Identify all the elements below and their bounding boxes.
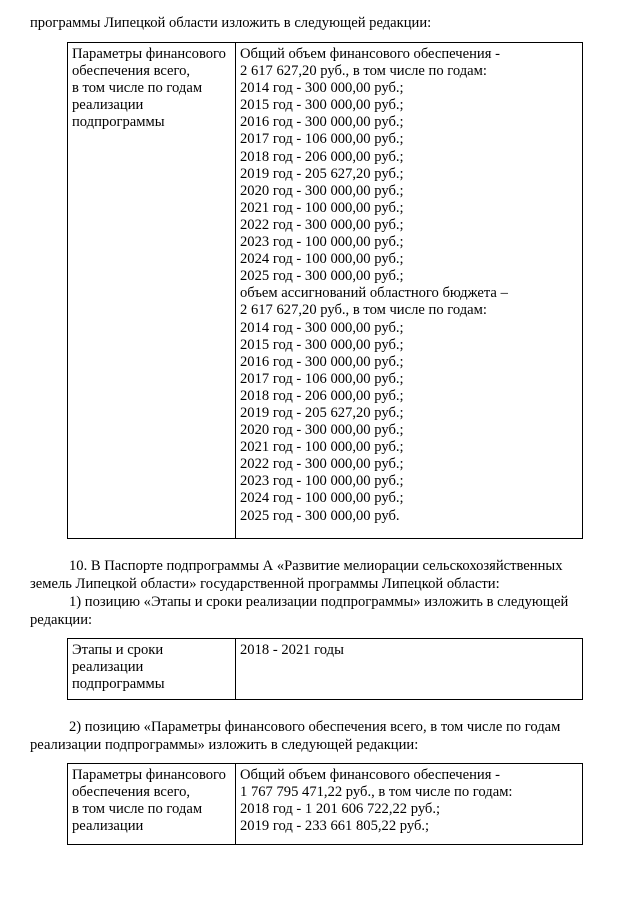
table2-left-line: подпрограммы: [72, 676, 165, 693]
table1-left-line: Параметры финансового: [72, 46, 226, 62]
table2-right-line: 2018 - 2021 годы: [240, 642, 344, 658]
table1-right-line: 2021 год - 100 000,00 руб.;: [240, 439, 404, 456]
table2-left-cell: [68, 639, 236, 700]
table1-left-line: обеспечения всего,: [72, 63, 191, 80]
paragraph-10-line-2: земель Липецкой области» государственной программы Липецкой области:: [30, 576, 500, 592]
financing-table-1: [67, 42, 583, 539]
table3-right-line: 2018 год - 1 201 606 722,22 руб.;: [240, 801, 441, 818]
table1-right-line: 2020 год - 300 000,00 руб.;: [240, 422, 404, 439]
table1-right-line: 2019 год - 205 627,20 руб.;: [240, 165, 404, 182]
table3-right-line: Общий объем финансового обеспечения -: [240, 767, 500, 783]
table1-right-line: 2025 год - 300 000,00 руб.: [240, 507, 400, 524]
paragraph-10-line-1: 10. В Паспорте подпрограммы А «Развитие мелиорации сельскохозяйственных: [69, 558, 563, 574]
table1-right-line: 2015 год - 300 000,00 руб.;: [240, 97, 404, 114]
paragraph-2-line-1: 2) позицию «Параметры финансового обеспечения всего, в том числе по годам: [69, 719, 561, 735]
table1-left-line: реализации: [72, 97, 144, 114]
table1-right-line: 2022 год - 300 000,00 руб.;: [240, 456, 404, 473]
table-row: [68, 764, 583, 845]
table3-left-line: реализации: [72, 818, 144, 835]
table1-right-line: 2017 год - 106 000,00 руб.;: [240, 370, 404, 387]
table2-right-cell: [236, 639, 583, 700]
table1-right-line: 2024 год - 100 000,00 руб.;: [240, 490, 404, 507]
intro-line: программы Липецкой области изложить в следующей редакции:: [30, 15, 432, 31]
table1-right-line: 2 617 627,20 руб., в том числе по годам:: [240, 302, 487, 319]
table1-right-cell: [236, 43, 583, 539]
table2-left-line: Этапы и сроки: [72, 642, 164, 658]
table1-right-line: 2020 год - 300 000,00 руб.;: [240, 182, 404, 199]
table1-right-line: 2019 год - 205 627,20 руб.;: [240, 404, 404, 421]
table-row: [68, 639, 583, 700]
table1-right-line: 2018 год - 206 000,00 руб.;: [240, 387, 404, 404]
table1-right-line: 2021 год - 100 000,00 руб.;: [240, 199, 404, 216]
table3-right-cell: [236, 764, 583, 845]
table3-left-line: обеспечения всего,: [72, 784, 191, 801]
table1-right-line: 2023 год - 100 000,00 руб.;: [240, 473, 404, 490]
paragraph-10-line-4: редакции:: [30, 612, 93, 628]
paragraph-2-line-2: реализации подпрограммы» изложить в следующей редакции:: [30, 737, 419, 753]
table3-left-line: в том числе по годам: [72, 801, 203, 818]
table1-right-line: объем ассигнований областного бюджета –: [240, 285, 508, 302]
table3-right-line: 1 767 795 471,22 руб., в том числе по годам:: [240, 784, 513, 801]
table1-right-line: 2017 год - 106 000,00 руб.;: [240, 131, 404, 148]
table1-left-line: в том числе по годам: [72, 80, 203, 97]
table3-left-line: Параметры финансового: [72, 767, 226, 783]
table3-left-cell: [68, 764, 236, 845]
financing-table-2: [67, 763, 583, 845]
table1-left-cell: [68, 43, 236, 539]
table1-right-line: 2016 год - 300 000,00 руб.;: [240, 114, 404, 131]
table-row: [68, 43, 583, 539]
stages-table: [67, 638, 583, 700]
table1-right-line: 2014 год - 300 000,00 руб.;: [240, 80, 404, 97]
table1-right-line: 2016 год - 300 000,00 руб.;: [240, 353, 404, 370]
table1-right-line: 2014 год - 300 000,00 руб.;: [240, 319, 404, 336]
table1-right-line: 2023 год - 100 000,00 руб.;: [240, 234, 404, 251]
table1-right-line: 2025 год - 300 000,00 руб.;: [240, 268, 404, 285]
table1-right-line: 2 617 627,20 руб., в том числе по годам:: [240, 63, 487, 80]
table1-right-line: 2018 год - 206 000,00 руб.;: [240, 148, 404, 165]
table1-right-line: Общий объем финансового обеспечения -: [240, 46, 500, 62]
table1-right-line: 2024 год - 100 000,00 руб.;: [240, 251, 404, 268]
table1-right-line: 2015 год - 300 000,00 руб.;: [240, 336, 404, 353]
paragraph-10-line-3: 1) позицию «Этапы и сроки реализации подпрограммы» изложить в следующей: [69, 594, 569, 610]
table1-left-line: подпрограммы: [72, 114, 165, 131]
table1-right-line: 2022 год - 300 000,00 руб.;: [240, 216, 404, 233]
table2-left-line: реализации: [72, 659, 144, 676]
table3-right-line: 2019 год - 233 661 805,22 руб.;: [240, 818, 430, 835]
